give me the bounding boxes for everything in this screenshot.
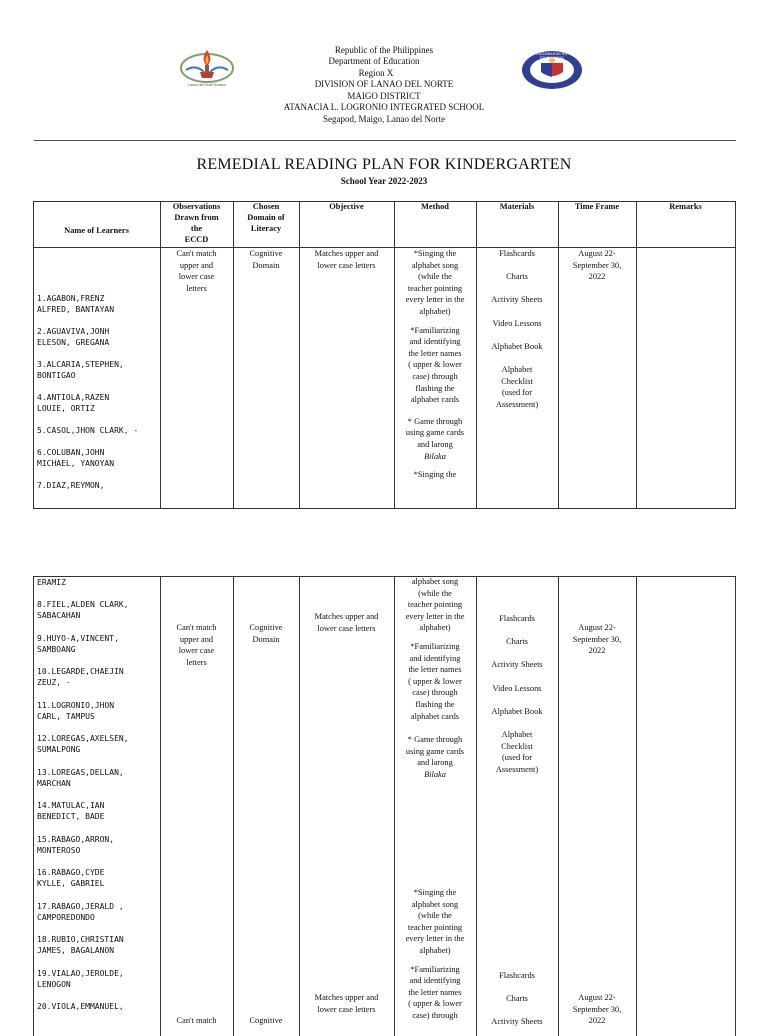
- header-line-2: Department of Education: [328, 56, 420, 66]
- header-line-3: Region X: [358, 68, 394, 78]
- time-frame-cell: August 22- September 30, 2022: [572, 623, 622, 656]
- learner-entry: 4.ANTIOLA,RAZEN LOUIE, ORTIZ: [37, 393, 110, 413]
- learner-entry: 8.FIEL,ALDEN CLARK, SABACAHAN: [37, 600, 129, 620]
- col-header-observations: Observations Drawn from the ECCD: [172, 202, 221, 244]
- school-name: ATANACIA L. LOGRONIO INTEGRATED SCHOOL: [283, 102, 485, 112]
- learner-entry: 7.DIAZ,REYMON,: [37, 481, 105, 490]
- objective-cell: Matches upper and lower case letters: [314, 612, 379, 633]
- learner-entry: ERAMIZ: [37, 578, 66, 587]
- seal-text: KAGAWARAN NG EDUKASYON: [536, 52, 568, 60]
- learner-entry: 19.VIALAO,JEROLDE, LENOGON: [37, 968, 124, 989]
- learner-entry: 15.RABAGO,ARRON, MONTEROSO: [37, 834, 115, 855]
- time-frame-cell: August 22- September 30, 2022: [572, 249, 622, 282]
- division-name: DIVISION OF LANAO DEL NORTE: [314, 79, 454, 89]
- learner-entry: 9.HUYO-A,VINCENT, SAMBOANG: [37, 633, 119, 654]
- domain-cell: Cognitive Domain: [249, 623, 283, 644]
- col-header-domain: Chosen Domain of Literacy: [247, 202, 285, 233]
- learner-entry: 17.RABAGO,JERALD , CAMPOREDONDO: [37, 901, 124, 922]
- col-header-method: Method: [421, 202, 449, 211]
- col-header-time-frame: Time Frame: [574, 202, 620, 211]
- logo-caption: Lanao del Norte Division: [187, 83, 227, 87]
- method-cell: *Singing the alphabet song (while the teacher pointing every letter in the alphabet) *Familiarizing and identifying the letter names ( upper & lower case) through: [405, 888, 465, 1020]
- learner-entry: 14.MATULAC,IAN BENEDICT, BADE: [37, 801, 105, 821]
- school-year: School Year 2022-2023: [340, 176, 428, 186]
- time-frame-cell: August 22- September 30, 2022: [572, 993, 622, 1026]
- materials-cell: Flashcards Charts Activity Sheets: [491, 971, 543, 1027]
- learner-entry: 2.AGUAVIVA,JONH ELESON, GREGANA: [37, 327, 110, 347]
- learner-entry: 3.ALCARIA,STEPHEN, BONTIGAO: [37, 360, 124, 380]
- learner-entry: 13.LOREGAS,DELLAN, MARCHAN: [37, 767, 124, 788]
- observation-cell: Can't match upper and lower case letters: [176, 623, 217, 667]
- col-header-remarks: Remarks: [669, 202, 702, 211]
- domain-cell: Cognitive Domain: [249, 249, 283, 270]
- district-name: MAIGO DISTRICT: [347, 91, 421, 101]
- header-line-1: Republic of the Philippines: [334, 45, 434, 55]
- learner-entry: 18.RUBIO,CHRISTIAN JAMES, BAGALANON: [37, 935, 124, 955]
- materials-cell: Flashcards Charts Activity Sheets Video Lessons Alphabet Book Alphabet Checklist (used for Assessment): [491, 249, 543, 409]
- col-header-materials: Materials: [499, 202, 535, 211]
- learner-entry: 12.LOREGAS,AXELSEN, SUMALPONG: [37, 734, 129, 754]
- objective-cell: Matches upper and lower case letters: [314, 249, 379, 270]
- learner-entry: 20.VIOLA,EMMANUEL,: [37, 1002, 124, 1011]
- learner-list-1: [37, 293, 159, 491]
- learner-list-2: [37, 577, 159, 1012]
- page-title: REMEDIAL READING PLAN FOR KINDERGARTEN: [196, 156, 572, 173]
- method-cell: alphabet song (while the teacher pointing every letter in the alphabet) *Familiarizing and identifying the letter names ( upper & lower case) through flashing the alphabet cards * Game through using game cards and larong Bilaka: [405, 577, 465, 779]
- domain-cell: Cognitive: [249, 1016, 283, 1025]
- observation-cell: Can't match upper and lower case letters: [176, 249, 217, 293]
- col-header-name: Name of Learners: [64, 226, 129, 235]
- objective-cell: Matches upper and lower case letters: [314, 993, 379, 1014]
- materials-cell: Flashcards Charts Activity Sheets Video Lessons Alphabet Book Alphabet Checklist (used for Assessment): [491, 614, 543, 774]
- learner-entry: 11.LOGRONIO,JHON CARL, TAMPUS: [37, 700, 115, 721]
- observation-cell: Can't match: [176, 1016, 217, 1025]
- learner-entry: 10.LEGARDE,CHAEJIN ZEUZ, -: [37, 667, 124, 687]
- learner-entry: 5.CASOL,JHON CLARK, -: [37, 426, 139, 435]
- learner-entry: 16.RABAGO,CYDE KYLLE, GABRIEL: [37, 868, 105, 888]
- school-address: Segapod, Maigo, Lanao del Norte: [323, 114, 445, 124]
- col-header-objective: Objective: [329, 202, 364, 211]
- learner-entry: 1.AGABON,FRENZ ALFRED, BANTAYAN: [37, 294, 115, 314]
- header-divider: [34, 140, 736, 141]
- method-cell: *Singing the alphabet song (while the teacher pointing every letter in the alphabet) *Familiarizing and identifying the letter names ( upper & lower case) through flashing the alphabet cards * Game through using game cards and larong Bilaka *Singing the: [405, 249, 465, 480]
- learner-entry: 6.COLUBAN,JOHN MICHAEL, YANOYAN: [37, 448, 115, 468]
